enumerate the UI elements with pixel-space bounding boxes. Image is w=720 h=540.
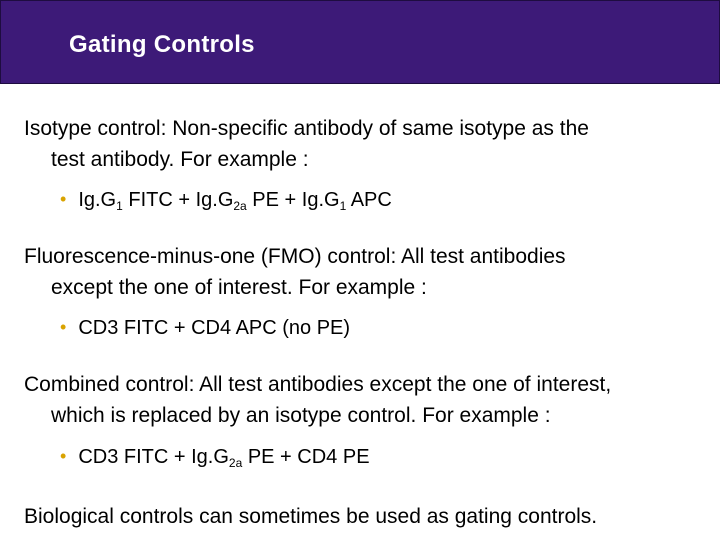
combined-control-line1: Combined control: All test antibodies except the one of interest, <box>24 373 612 396</box>
fmo-example-bullet <box>60 314 350 342</box>
isotype-example-bullet <box>60 186 392 214</box>
fmo-control-line2: except the one of interest. For example : <box>51 276 427 299</box>
closing-paragraph: Biological controls can sometimes be used as gating controls. <box>24 505 598 528</box>
bullet-text-part: CD3 FITC + Ig.G <box>78 446 229 468</box>
subscript: 2a <box>233 199 247 213</box>
bullet-dot-icon: • <box>60 189 67 209</box>
combined-control-line2: which is replaced by an isotype control. For example : <box>51 404 551 427</box>
combined-example-bullet <box>60 443 370 471</box>
title-bar <box>0 0 720 84</box>
bullet-text-part: Ig.G <box>78 189 117 211</box>
bullet-text-part: FITC + Ig.G <box>122 189 234 211</box>
isotype-control-line1: Isotype control: Non-specific antibody of same isotype as the <box>24 117 589 140</box>
bullet-text-part: APC <box>346 189 392 211</box>
isotype-control-line2: test antibody. For example : <box>51 148 309 171</box>
bullet-text: CD3 FITC + CD4 APC (no PE) <box>78 317 351 339</box>
subscript: 1 <box>339 199 347 213</box>
slide-title: Gating Controls <box>69 31 255 58</box>
bullet-dot-icon: • <box>60 317 67 337</box>
bullet-dot-icon: • <box>60 446 67 466</box>
bullet-text-part: PE + Ig.G <box>246 189 340 211</box>
combined-control-paragraph <box>24 369 714 431</box>
fmo-control-line1: Fluorescence-minus-one (FMO) control: All test antibodies <box>24 245 566 268</box>
isotype-control-paragraph <box>24 113 714 175</box>
bullet-text-part: PE + CD4 PE <box>242 446 370 468</box>
fmo-control-paragraph <box>24 241 714 303</box>
subscript: 1 <box>116 199 123 213</box>
subscript: 2a <box>228 456 243 470</box>
